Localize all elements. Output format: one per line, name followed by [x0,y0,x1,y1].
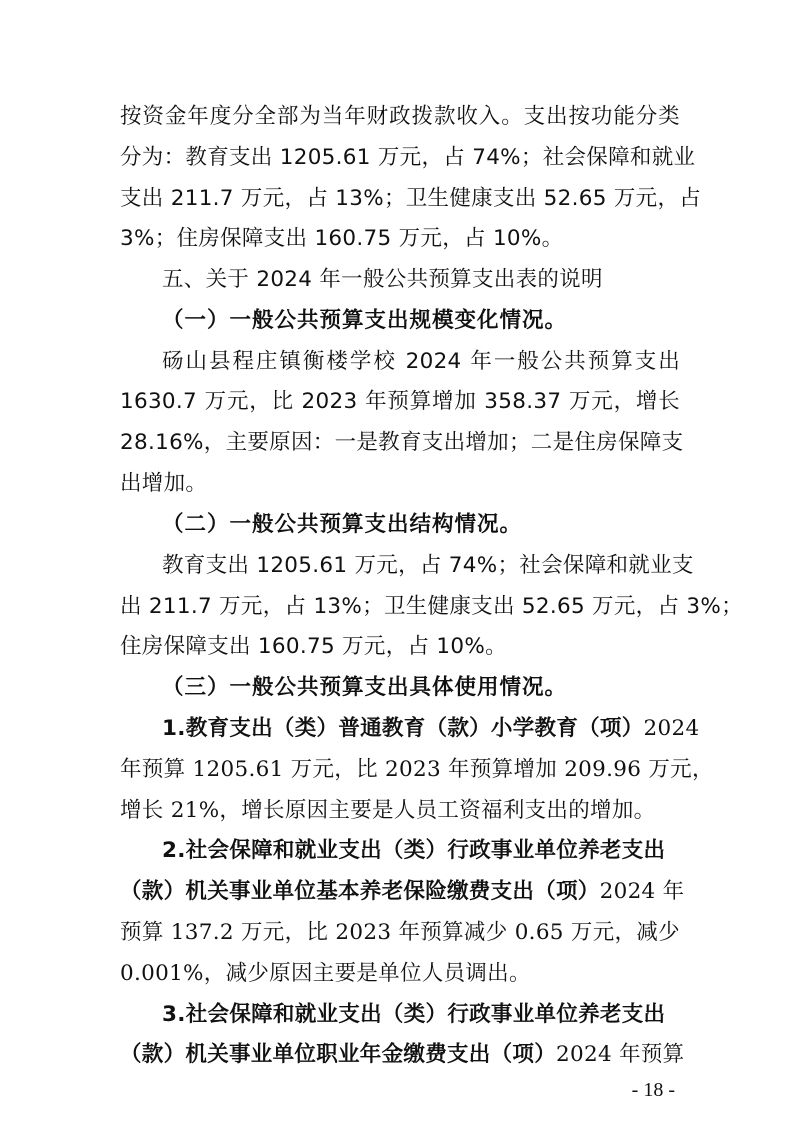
subsection-two-line-2: 出 211.7 万元，占 13%；卫生健康支出 52.65 万元，占 3%； [120,594,743,619]
item-three-year: 2024 年预算 [556,1042,685,1067]
subsection-one-line-2: 1630.7 万元，比 2023 年预算增加 358.37 万元，增长 [120,389,680,414]
item-two-heading-line-1: 2.社会保障和就业支出（类）行政事业单位养老支出 [162,838,666,863]
subsection-two-line-3: 住房保障支出 160.75 万元，占 10%。 [120,634,507,659]
subsection-two-line-1: 教育支出 1205.61 万元，占 74%；社会保障和就业支 [162,553,694,578]
intro-line-1: 按资金年度分全部为当年财政拨款收入。支出按功能分类 [120,104,680,129]
subsection-three-title: （三）一般公共预算支出具体使用情况。 [162,675,568,700]
item-one-year: 2024 [643,716,700,741]
subsection-two-title: （二）一般公共预算支出结构情况。 [162,512,523,537]
intro-line-2: 分为：教育支出 1205.61 万元，占 74%；社会保障和就业 [120,145,696,170]
item-three-heading-line-1: 3.社会保障和就业支出（类）行政事业单位养老支出 [162,1002,666,1027]
item-two-year: 2024 年 [599,879,685,904]
subsection-one-line-3: 28.16%，主要原因：一是教育支出增加；二是住房保障支 [120,430,684,455]
item-one-line-2: 年预算 1205.61 万元，比 2023 年预算增加 209.96 万元， [120,757,714,782]
subsection-one-line-1: 砀山县程庄镇衡楼学校 2024 年一般公共预算支出 [162,349,680,374]
item-two-line-4: 0.001%，减少原因主要是单位人员调出。 [120,961,531,986]
item-one-heading: 1.教育支出（类）普通教育（款）小学教育（项） [162,716,644,741]
item-three-heading-line-2: （款）机关事业单位职业年金缴费支出（项） [120,1042,557,1067]
item-three-line-2 [120,1040,685,1070]
intro-line-4: 3%；住房保障支出 160.75 万元，占 10%。 [120,226,564,251]
intro-line-3: 支出 211.7 万元，占 13%；卫生健康支出 52.65 万元，占 [120,186,702,211]
item-one-line-3: 增长 21%，增长原因主要是人员工资福利支出的增加。 [120,798,656,823]
subsection-one-title: （一）一般公共预算支出规模变化情况。 [162,308,568,333]
item-two-line-3: 预算 137.2 万元，比 2023 年预算减少 0.65 万元，减少 [120,920,680,945]
section-five-title: 五、关于 2024 年一般公共预算支出表的说明 [162,267,603,292]
item-two-line-2 [120,877,685,907]
item-one-line-1 [162,714,700,744]
item-two-heading-line-2: （款）机关事业单位基本养老保险缴费支出（项） [120,879,600,904]
page-number: - 18 - [631,1079,675,1101]
subsection-one-line-4: 出增加。 [120,471,208,496]
